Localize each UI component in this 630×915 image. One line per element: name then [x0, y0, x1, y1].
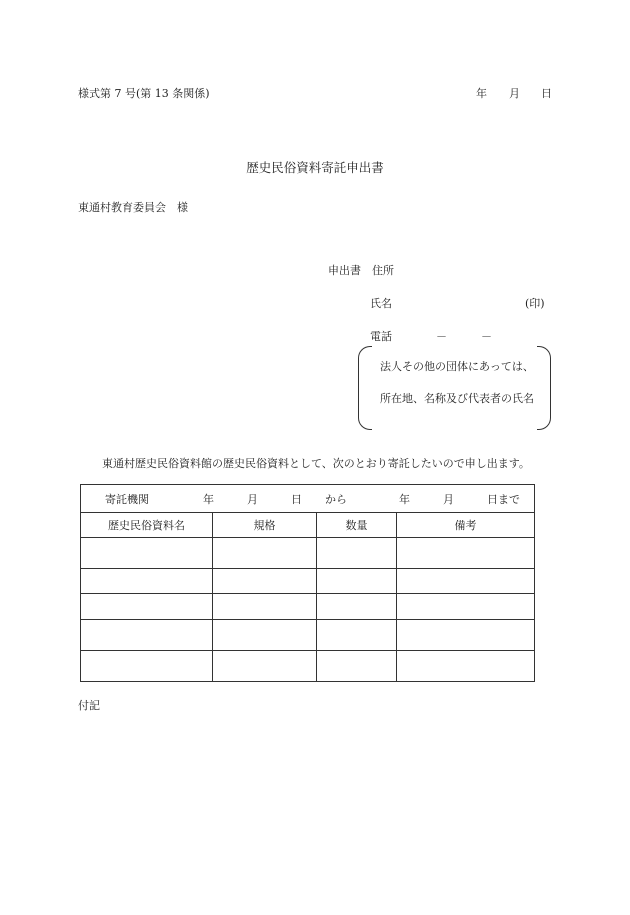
- header-specification: 規格: [213, 513, 317, 538]
- addressee: 東通村教育委員会 様: [78, 201, 188, 214]
- corporate-note-line-2: 所在地、名称及び代表者の氏名: [380, 392, 534, 405]
- table-cell: [317, 569, 397, 594]
- corporate-note-line-1: 法人その他の団体にあっては、: [380, 360, 534, 373]
- header-item-name: 歴史民俗資料名: [81, 513, 213, 538]
- table-row: [81, 569, 535, 594]
- application-statement: 東通村歴史民俗資料館の歴史民俗資料として、次のとおり寄託したいので申し出ます。: [102, 457, 530, 470]
- applicant-phone-label: 電話: [370, 330, 392, 343]
- table-cell: [81, 538, 213, 569]
- phone-separator-2: －: [481, 330, 492, 343]
- date-month-label: 月: [509, 87, 520, 100]
- note-label: 付記: [78, 699, 100, 712]
- table-cell: [213, 594, 317, 620]
- right-bracket: [537, 346, 551, 430]
- table-row: [81, 594, 535, 620]
- table-cell: [397, 569, 535, 594]
- document-title: 歴史民俗資料寄託申出書: [246, 160, 384, 175]
- table-cell: [81, 620, 213, 651]
- table-cell: [397, 594, 535, 620]
- table-cell: [213, 651, 317, 682]
- applicant-address-label: 申出書 住所: [328, 264, 394, 277]
- period-start-month: 月: [247, 493, 258, 506]
- seal-mark: (印): [525, 297, 545, 310]
- table-header-row: [81, 513, 535, 538]
- deposit-period-cell: [81, 485, 535, 513]
- phone-separator-1: －: [436, 330, 447, 343]
- header-quantity: 数量: [317, 513, 397, 538]
- period-start-day: 日: [291, 493, 302, 506]
- header-remarks: 備考: [397, 513, 535, 538]
- table-row: [81, 651, 535, 682]
- form-number: 様式第 7 号(第 13 条関係): [78, 87, 210, 100]
- period-end-year: 年: [399, 493, 410, 506]
- period-end-month: 月: [443, 493, 454, 506]
- period-from: から: [325, 493, 347, 506]
- table-row: [81, 620, 535, 651]
- date-year-label: 年: [476, 87, 487, 100]
- table-cell: [317, 594, 397, 620]
- period-start-year: 年: [203, 493, 214, 506]
- deposit-period-row: [81, 485, 535, 513]
- table-cell: [81, 651, 213, 682]
- table-cell: [213, 620, 317, 651]
- period-end-day: 日まで: [487, 493, 520, 506]
- table-cell: [317, 620, 397, 651]
- left-bracket: [358, 346, 372, 430]
- table-cell: [213, 538, 317, 569]
- table-cell: [397, 651, 535, 682]
- table-cell: [213, 569, 317, 594]
- table-cell: [317, 538, 397, 569]
- applicant-name-label: 氏名: [370, 297, 392, 310]
- table-cell: [397, 620, 535, 651]
- table-cell: [397, 538, 535, 569]
- table-cell: [81, 569, 213, 594]
- table-row: [81, 538, 535, 569]
- table-cell: [317, 651, 397, 682]
- table-cell: [81, 594, 213, 620]
- deposit-period-label: 寄託機関: [105, 493, 149, 506]
- date-day-label: 日: [541, 87, 552, 100]
- deposit-table: [80, 484, 535, 682]
